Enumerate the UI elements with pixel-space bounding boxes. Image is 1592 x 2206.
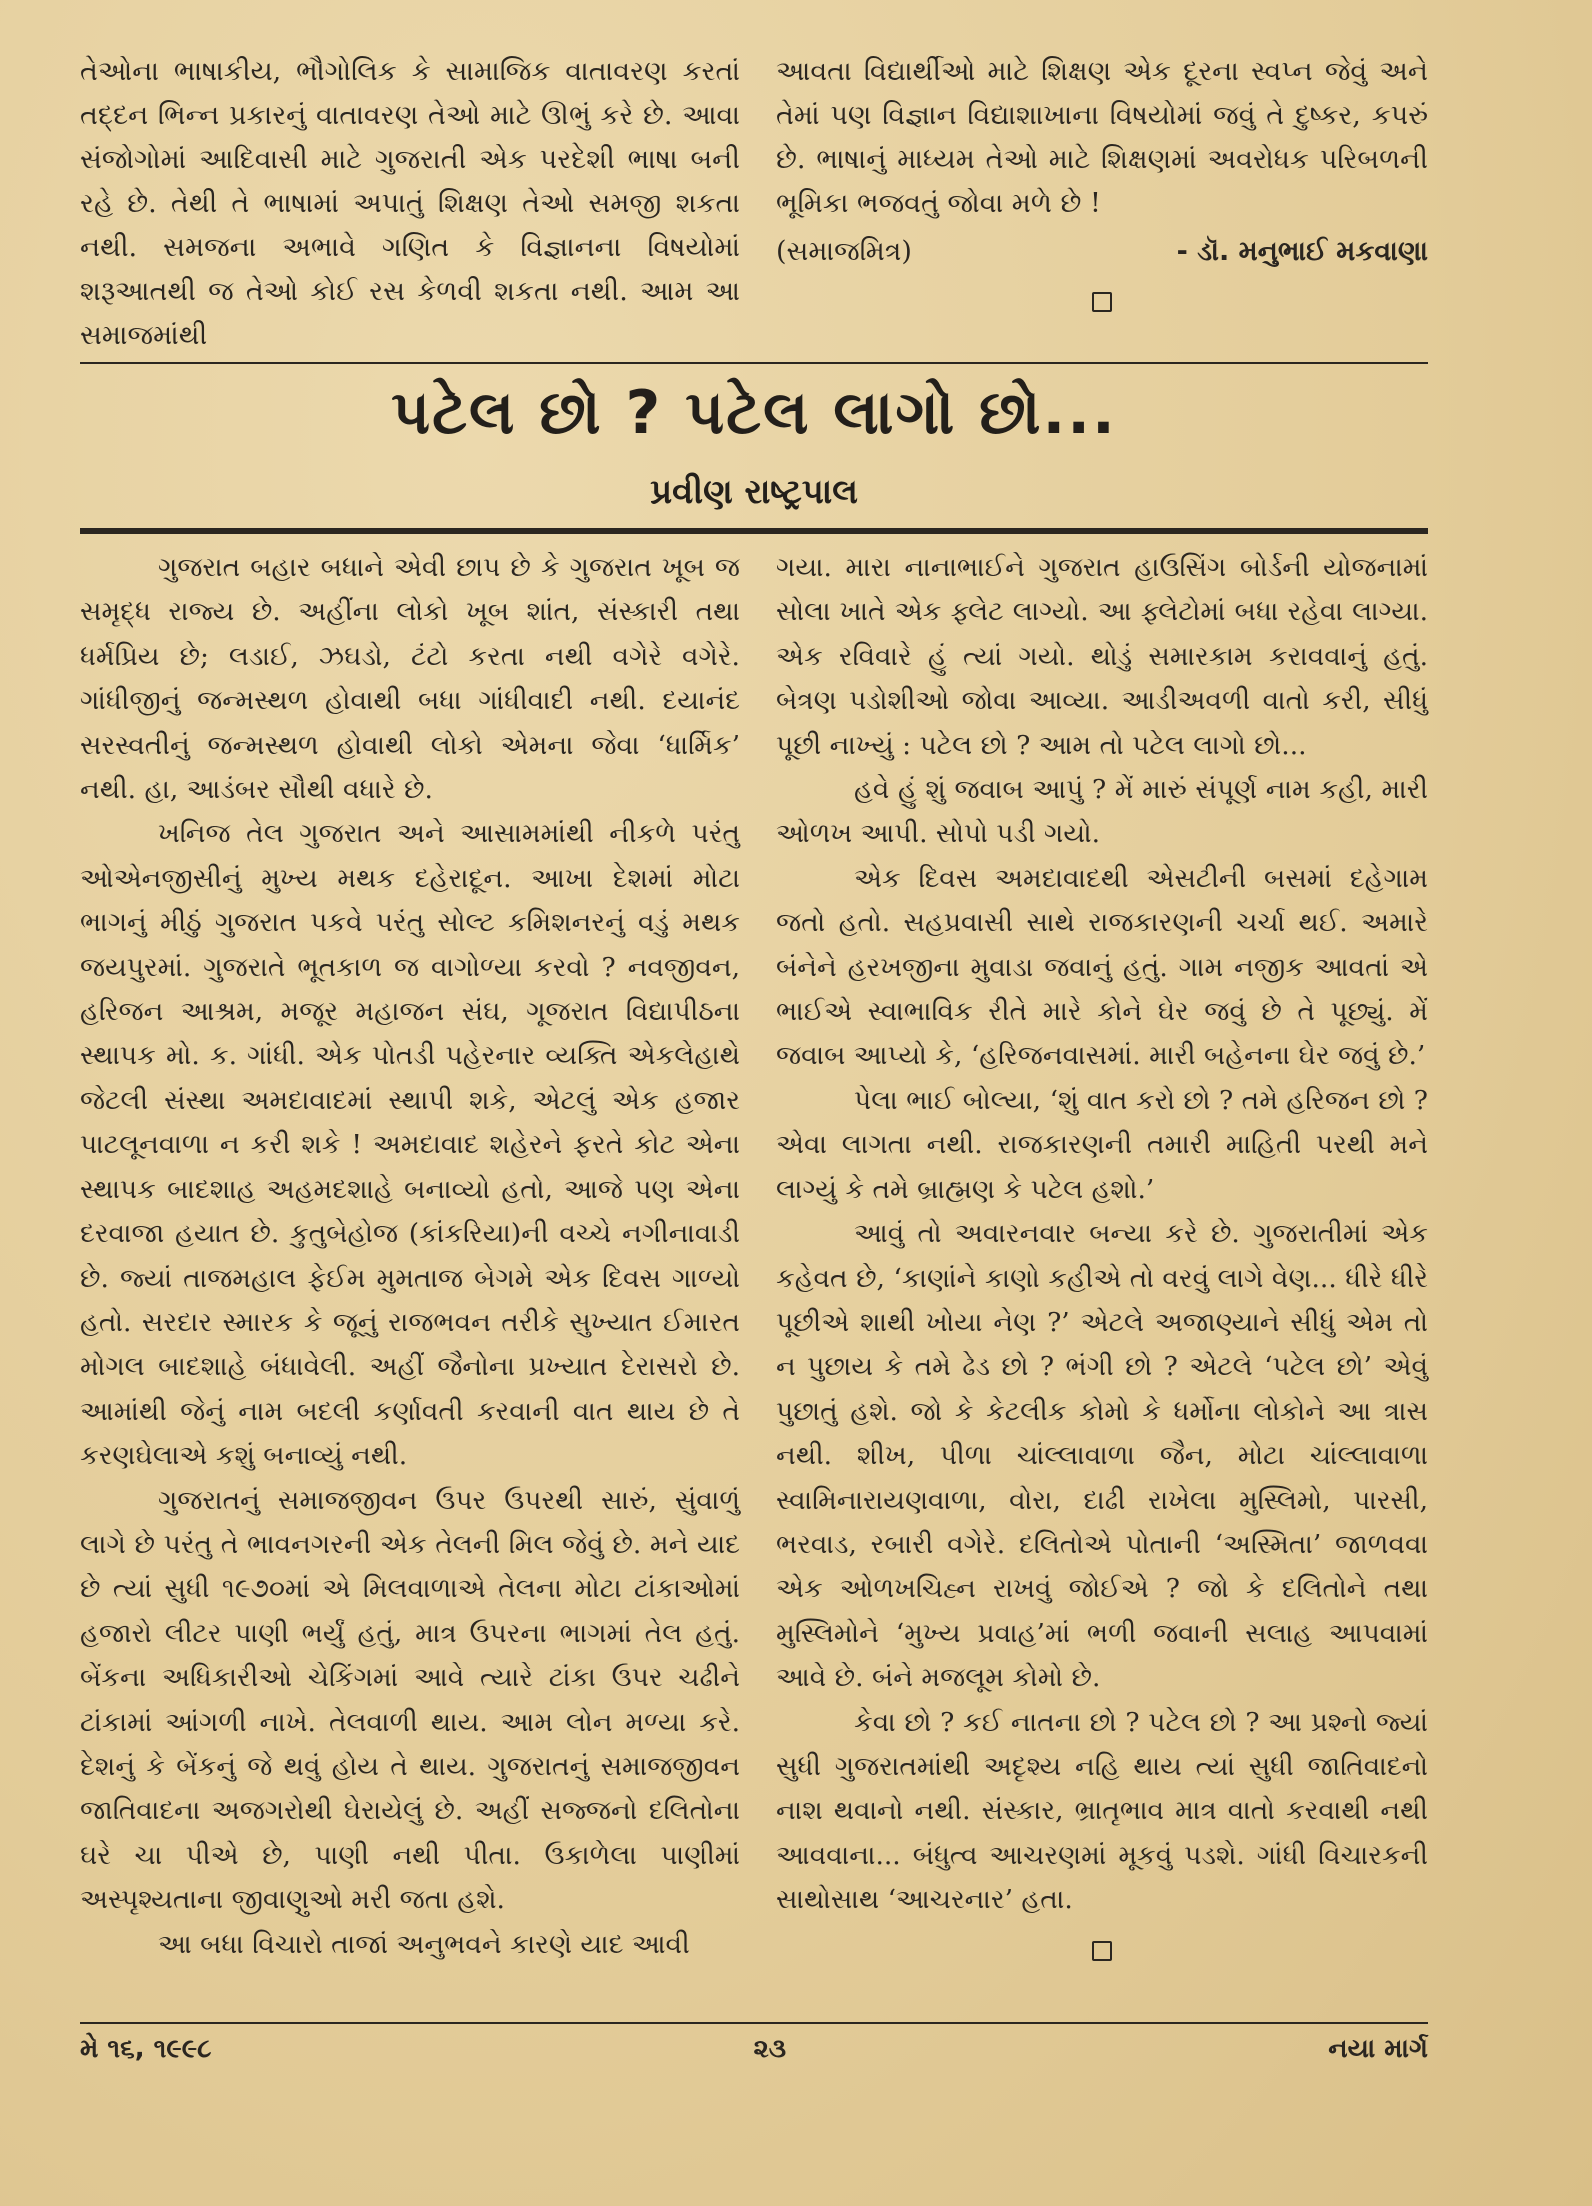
- article-paragraph: પેલા ભાઈ બોલ્યા, ‘શું વાત કરો છો ? તમે હરિજન છો ? એવા લાગતા નથી. રાજકારણની તમારી માહિતી પરથી મને લાગ્યું કે તમે બ્રાહ્મણ કે પટેલ હશો.’: [776, 1084, 1428, 1205]
- end-of-article-icon: [1092, 1941, 1112, 1961]
- article-right-column: [776, 546, 1428, 1975]
- article-paragraph: ગુજરાત બહાર બધાને એવી છાપ છે કે ગુજરાત ખૂબ જ સમૃદ્ધ રાજ્ય છે. અહીંના લોકો ખૂબ શાંત, સંસ્કારી તથા ધર્મપ્રિય છે; લડાઈ, ઝઘડો, ટંટો કરતા નથી વગેરે વગેરે. ગાંધીજીનું જન્મસ્થળ હોવાથી બધા ગાંધીવાદી નથી. દયાનંદ સરસ્વતીનું જન્મસ્થળ હોવાથી લોકો એમના જેવા ‘ધાર્મિક’ નથી. હા, આડંબર સૌથી વધારે છે.: [80, 552, 740, 806]
- page-number: ૨૩: [753, 2034, 787, 2064]
- article-signature-row: [776, 230, 1428, 274]
- publication-name: નયા માર્ગ: [1328, 2034, 1428, 2064]
- end-mark-row: [776, 1931, 1428, 1975]
- page-footer: [80, 2034, 1428, 2065]
- end-of-article-icon: [1092, 292, 1112, 312]
- previous-article-paragraph: તેઓના ભાષાકીય, ભૌગોલિક કે સામાજિક વાતાવરણ કરતાં તદ્દન ભિન્ન પ્રકારનું વાતાવરણ તેઓ માટે ઊભું કરે છે. આવા સંજોગોમાં આદિવાસી માટે ગુજરાતી એક પરદેશી ભાષા બની રહે છે. તેથી તે ભાષામાં અપાતું શિક્ષણ તેઓ સમજી શકતા નથી. સમજના અભાવે ગણિત કે વિજ્ઞાનના વિષયોમાં શરૂઆતથી જ તેઓ કોઈ રસ કેળવી શકતા નથી. આમ આ સમાજમાંથી: [80, 56, 740, 351]
- article-byline: પ્રવીણ રાષ્ટ્રપાલ: [650, 472, 858, 512]
- author-credit: - ડૉ. મનુભાઈ મકવાણા: [1176, 236, 1428, 267]
- previous-article-left-column: [80, 50, 740, 358]
- footer-divider: [80, 2022, 1428, 2024]
- previous-article-right-column: [776, 50, 1428, 326]
- section-divider: [80, 362, 1428, 364]
- article-left-column: [80, 546, 740, 1967]
- previous-article-paragraph: આવતા વિદ્યાર્થીઓ માટે શિક્ષણ એક દૂરના સ્વપ્ન જેવું અને તેમાં પણ વિજ્ઞાન વિદ્યાશાખાના વિષયોમાં જવું તે દુષ્કર, કપરું છે. ભાષાનું માધ્યમ તેઓ માટે શિક્ષણમાં અવરોધક પરિબળની ભૂમિકા ભજવતું જોવા મળે છે !: [776, 56, 1428, 219]
- headline-divider: [80, 528, 1428, 534]
- article-paragraph: આ બધા વિચારો તાજાં અનુભવને કારણે યાદ આવી: [158, 1928, 690, 1960]
- article-paragraph: આવું તો અવારનવાર બન્યા કરે છે. ગુજરાતીમાં એક કહેવત છે, ‘કાણાંને કાણો કહીએ તો વરવું લાગે વેણ... ધીરે ધીરે પૂછીએ શાથી ખોયા નેણ ?’ એટલે અજાણ્યાને સીધું એમ તો ન પુછાય કે તમે ઢેડ છો ? ભંગી છો ? એટલે ‘પટેલ છો’ એવું પુછાતું હશે. જો કે કેટલીક કોમો કે ધર્મોના લોકોને આ ત્રાસ નથી. શીખ, પીળા ચાંલ્લાવાળા જૈન, મોટા ચાંલ્લાવાળા સ્વામિનારાયણવાળા, વોરા, દાઢી રાખેલા મુસ્લિમો, પારસી, ભરવાડ, રબારી વગેરે. દલિતોએ પોતાની ‘અસ્મિતા’ જાળવવા એક ઓળખચિહ્ન રાખવું જોઈએ ? જો કે દલિતોને તથા મુસ્લિમોને ‘મુખ્ય પ્રવાહ’માં ભળી જવાની સલાહ આપવામાં આવે છે. બંને મજલૂમ કોમો છે.: [776, 1218, 1428, 1694]
- article-paragraph: ગુજરાતનું સમાજજીવન ઉપર ઉપરથી સારું, સુંવાળું લાગે છે પરંતુ તે ભાવનગરની એક તેલની મિલ જેવું છે. મને યાદ છે ત્યાં સુધી ૧૯૭૦માં એ મિલવાળાએ તેલના મોટા ટાંકાઓમાં હજારો લીટર પાણી ભર્યું હતું, માત્ર ઉપરના ભાગમાં તેલ હતું. બેંકના અધિકારીઓ ચેકિંગમાં આવે ત્યારે ટાંકા ઉપર ચઢીને ટાંકામાં આંગળી નાખે. તેલવાળી થાય. આમ લોન મળ્યા કરે. દેશનું કે બેંકનું જે થવું હોય તે થાય. ગુજરાતનું સમાજજીવન જાતિવાદના અજગરોથી ઘેરાયેલું છે. અહીં સજ્જનો દલિતોના ઘરે ચા પીએ છે, પાણી નથી પીતા. ઉકાળેલા પાણીમાં અસ્પૃશ્યતાના જીવાણુઓ મરી જતા હશે.: [80, 1484, 740, 1916]
- end-mark-row: [776, 282, 1428, 326]
- article-paragraph: ગયા. મારા નાનાભાઈને ગુજરાત હાઉસિંગ બોર્ડની યોજનામાં સોલા ખાતે એક ફ્લેટ લાગ્યો. આ ફ્લેટોમાં બધા રહેવા લાગ્યા. એક રવિવારે હું ત્યાં ગયો. થોડું સમારકામ કરાવવાનું હતું. બેત્રણ પડોશીઓ જોવા આવ્યા. આડીઅવળી વાતો કરી, સીધું પૂછી નાખ્યું : પટેલ છો ? આમ તો પટેલ લાગો છો...: [776, 552, 1428, 761]
- issue-date: મે ૧૬, ૧૯૯૮: [80, 2034, 212, 2064]
- article-paragraph: હવે હું શું જવાબ આપું ? મેં મારું સંપૂર્ણ નામ કહી, મારી ઓળખ આપી. સોપો પડી ગયો.: [776, 774, 1428, 850]
- article-paragraph: કેવા છો ? કઈ નાતના છો ? પટેલ છો ? આ પ્રશ્નો જ્યાં સુધી ગુજરાતમાંથી અદૃશ્ય નહિ થાય ત્યાં સુધી જાતિવાદનો નાશ થવાનો નથી. સંસ્કાર, ભ્રાતૃભાવ માત્ર વાતો કરવાથી નથી આવવાના... બંધુત્વ આચરણમાં મૂકવું પડશે. ગાંધી વિચારકની સાથોસાથ ‘આચરનાર’ હતા.: [776, 1706, 1428, 1916]
- article-paragraph: ખનિજ તેલ ગુજરાત અને આસામમાંથી નીકળે પરંતુ ઓએનજીસીનું મુખ્ય મથક દહેરાદૂન. આખા દેશમાં મોટા ભાગનું મીઠું ગુજરાત પકવે પરંતુ સોલ્ટ કમિશનરનું વડું મથક જયપુરમાં. ગુજરાતે ભૂતકાળ જ વાગોળ્યા કરવો ? નવજીવન, હરિજન આશ્રમ, મજૂર મહાજન સંઘ, ગૂજરાત વિદ્યાપીઠના સ્થાપક મો. ક. ગાંધી. એક પોતડી પહેરનાર વ્યક્તિ એકલેહાથે જેટલી સંસ્થા અમદાવાદમાં સ્થાપી શકે, એટલું એક હજાર પાટલૂનવાળા ન કરી શકે ! અમદાવાદ શહેરને ફરતે કોટ એના સ્થાપક બાદશાહ અહમદશાહે બનાવ્યો હતો, આજે પણ એના દરવાજા હયાત છે. કુતુબેહોજ (કાંકરિયા)ની વચ્ચે નગીનાવાડી છે. જ્યાં તાજમહાલ ફેઈમ મુમતાજ બેગમે એક દિવસ ગાળ્યો હતો. સરદાર સ્મારક કે જૂનું રાજભવન તરીકે સુખ્યાત ઈમારત મોગલ બાદશાહે બંધાવેલી. અહીં જૈનોના પ્રખ્યાત દેરાસરો છે. આમાંથી જેનું નામ બદલી કર્ણાવતી કરવાની વાત થાય છે તે કરણઘેલાએ કશું બનાવ્યું નથી.: [80, 818, 740, 1472]
- article-paragraph: એક દિવસ અમદાવાદથી એસટીની બસમાં દહેગામ જતો હતો. સહપ્રવાસી સાથે રાજકારણની ચર્ચા થઈ. અમારે બંનેને હરખજીના મુવાડા જવાનું હતું. ગામ નજીક આવતાં એ ભાઈએ સ્વાભાવિક રીતે મારે કોને ઘેર જવું છે તે પૂછ્યું. મેં જવાબ આપ્યો કે, ‘હરિજનવાસમાં. મારી બહેનના ઘેર જવું છે.’: [776, 862, 1428, 1072]
- source-credit: (સમાજમિત્ર): [776, 236, 912, 267]
- article-headline: પટેલ છો ? પટેલ લાગો છો...: [391, 378, 1117, 448]
